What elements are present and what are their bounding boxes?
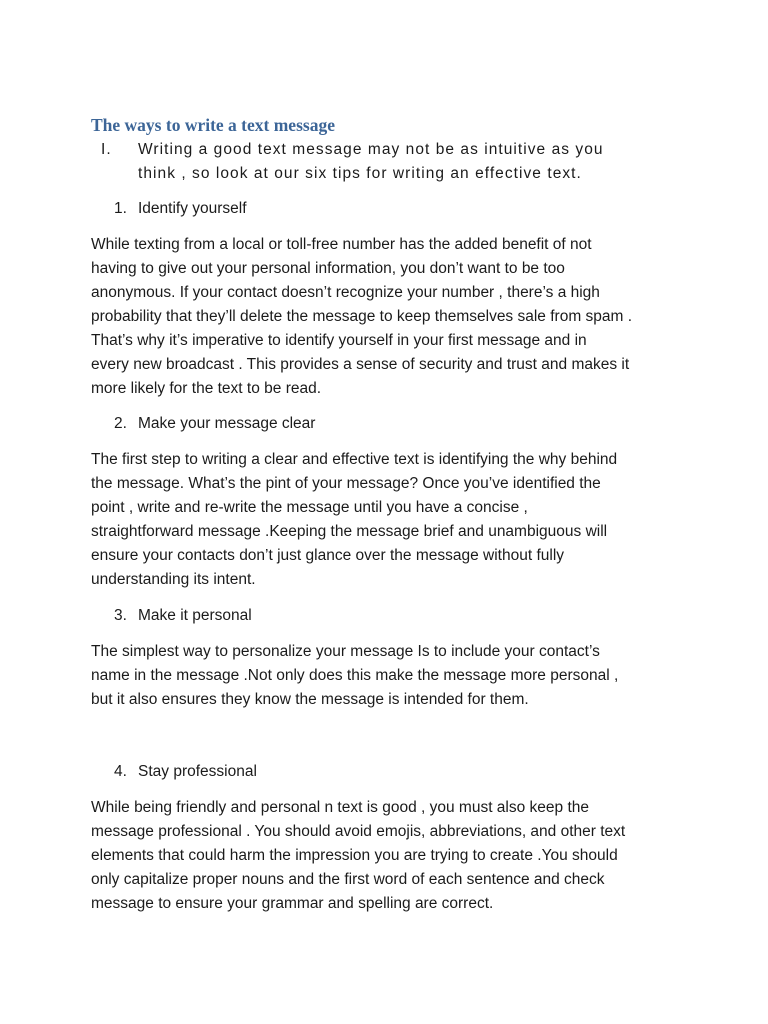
paragraph-line: having to give out your personal information, you don’t want to be too	[91, 260, 565, 277]
paragraph-line: the message. What’s the pint of your message? Once you’ve identified the	[91, 475, 601, 492]
section-paragraph-make-it-personal	[91, 640, 681, 712]
section-heading-stay-professional	[114, 760, 257, 784]
intro-line: think , so look at our six tips for writing an effective text.	[138, 165, 582, 182]
section-paragraph-stay-professional	[91, 796, 681, 916]
paragraph-line: point , write and re-write the message until you have a concise ,	[91, 499, 528, 516]
paragraph-line: ensure your contacts don’t just glance over the message without fully	[91, 547, 565, 564]
section-number: 2.	[114, 415, 127, 432]
paragraph-line: elements that could harm the impression you are trying to create .You should	[91, 847, 618, 864]
section-paragraph-identify-yourself	[91, 233, 681, 401]
paragraph-line: but it also ensures they know the message is intended for them.	[91, 691, 529, 708]
paragraph-line: message professional . You should avoid emojis, abbreviations, and other text	[91, 823, 626, 840]
intro-list-item	[91, 138, 651, 186]
section-heading-text: Make it personal	[138, 607, 252, 624]
paragraph-line: name in the message .Not only does this make the message more personal ,	[91, 667, 619, 684]
paragraph-line: every new broadcast . This provides a sense of security and trust and makes it	[91, 356, 630, 373]
section-heading-identify-yourself	[114, 197, 247, 221]
section-heading-text: Identify yourself	[138, 200, 247, 217]
section-heading-make-it-personal	[114, 604, 252, 628]
document-title: The ways to write a text message	[91, 115, 335, 135]
paragraph-line: understanding its intent.	[91, 571, 256, 588]
paragraph-line: more likely for the text to be read.	[91, 380, 322, 397]
section-paragraph-make-message-clear	[91, 448, 681, 592]
section-heading-make-message-clear	[114, 412, 315, 436]
paragraph-line: message to ensure your grammar and spelling are correct.	[91, 895, 494, 912]
paragraph-line: While being friendly and personal n text is good , you must also keep the	[91, 799, 590, 816]
section-number: 3.	[114, 607, 127, 624]
intro-text	[138, 138, 651, 186]
section-number: 1.	[114, 200, 127, 217]
paragraph-line: probability that they’ll delete the message to keep themselves sale from spam .	[91, 308, 633, 325]
section-heading-text: Make your message clear	[138, 415, 316, 432]
section-number: 4.	[114, 763, 127, 780]
paragraph-line: While texting from a local or toll-free number has the added benefit of not	[91, 236, 592, 253]
paragraph-line: only capitalize proper nouns and the first word of each sentence and check	[91, 871, 605, 888]
paragraph-line: straightforward message .Keeping the message brief and unambiguous will	[91, 523, 608, 540]
intro-roman-numeral: I.	[101, 141, 112, 158]
paragraph-line: The first step to writing a clear and effective text is identifying the why behind	[91, 451, 618, 468]
section-heading-text: Stay professional	[138, 763, 257, 780]
paragraph-line: anonymous. If your contact doesn’t recognize your number , there’s a high	[91, 284, 600, 301]
intro-line: Writing a good text message may not be as intuitive as you	[138, 141, 604, 158]
paragraph-line: That’s why it’s imperative to identify yourself in your first message and in	[91, 332, 587, 349]
paragraph-line: The simplest way to personalize your message Is to include your contact’s	[91, 643, 600, 660]
